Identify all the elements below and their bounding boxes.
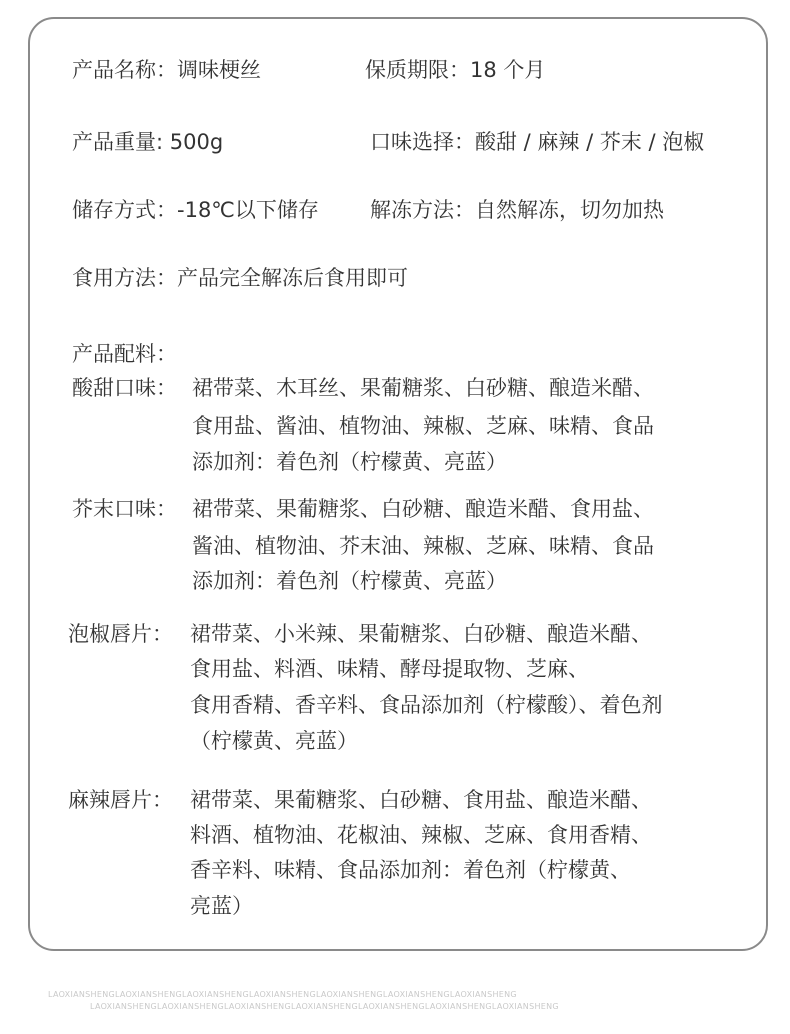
product-name: 产品名称：调味梗丝 bbox=[72, 58, 261, 82]
ingredient-line: 食用盐、料酒、味精、酵母提取物、芝麻、 bbox=[190, 657, 589, 681]
storage-method: 储存方式：-18℃以下储存 bbox=[72, 198, 319, 222]
ingredient-line: 裙带菜、果葡糖浆、白砂糖、食用盐、酿造米醋、 bbox=[190, 788, 652, 812]
ingredient-line: 食用盐、酱油、植物油、辣椒、芝麻、味精、食品 bbox=[192, 414, 654, 438]
ingredient-line: 裙带菜、小米辣、果葡糖浆、白砂糖、酿造米醋、 bbox=[190, 622, 652, 646]
ingredient-line: 料酒、植物油、花椒油、辣椒、芝麻、食用香精、 bbox=[190, 823, 652, 847]
ingredient-line: 食用香精、香辛料、食品添加剂（柠檬酸）、着色剂 bbox=[190, 693, 663, 717]
watermark-line: LAOXIANSHENGLAOXIANSHENGLAOXIANSHENGLAOXIANSHENGLAOXIANSHENGLAOXIANSHENGLAOXIANSHENG bbox=[48, 990, 517, 999]
ingredients-heading: 产品配料： bbox=[72, 342, 177, 366]
flavor-label-sweet-sour: 酸甜口味： bbox=[72, 376, 177, 400]
ingredient-line: 裙带菜、木耳丝、果葡糖浆、白砂糖、酿造米醋、 bbox=[192, 376, 654, 400]
ingredient-line: 酱油、植物油、芥末油、辣椒、芝麻、味精、食品 bbox=[192, 534, 654, 558]
product-weight: 产品重量: 500g bbox=[72, 130, 224, 154]
watermark-line: LAOXIANSHENGLAOXIANSHENGLAOXIANSHENGLAOXIANSHENGLAOXIANSHENGLAOXIANSHENGLAOXIANSHENG bbox=[90, 1002, 559, 1011]
thaw-method: 解冻方法：自然解冻，切勿加热 bbox=[370, 198, 664, 222]
ingredient-line: 亮蓝） bbox=[190, 894, 253, 918]
flavor-options: 口味选择：酸甜 / 麻辣 / 芥末 / 泡椒 bbox=[370, 130, 705, 154]
flavor-label-wasabi: 芥末口味： bbox=[72, 497, 177, 521]
shelf-life: 保质期限：18 个月 bbox=[365, 58, 546, 82]
ingredient-line: 香辛料、味精、食品添加剂：着色剂（柠檬黄、 bbox=[190, 858, 631, 882]
ingredient-line: 添加剂：着色剂（柠檬黄、亮蓝） bbox=[192, 450, 507, 474]
usage-method: 食用方法：产品完全解冻后食用即可 bbox=[72, 266, 408, 290]
ingredient-line: （柠檬黄、亮蓝） bbox=[190, 729, 358, 753]
flavor-label-spicy: 麻辣唇片： bbox=[68, 788, 173, 812]
ingredient-line: 添加剂：着色剂（柠檬黄、亮蓝） bbox=[192, 569, 507, 593]
flavor-label-pickled-pepper: 泡椒唇片： bbox=[68, 622, 173, 646]
ingredient-line: 裙带菜、果葡糖浆、白砂糖、酿造米醋、食用盐、 bbox=[192, 497, 654, 521]
